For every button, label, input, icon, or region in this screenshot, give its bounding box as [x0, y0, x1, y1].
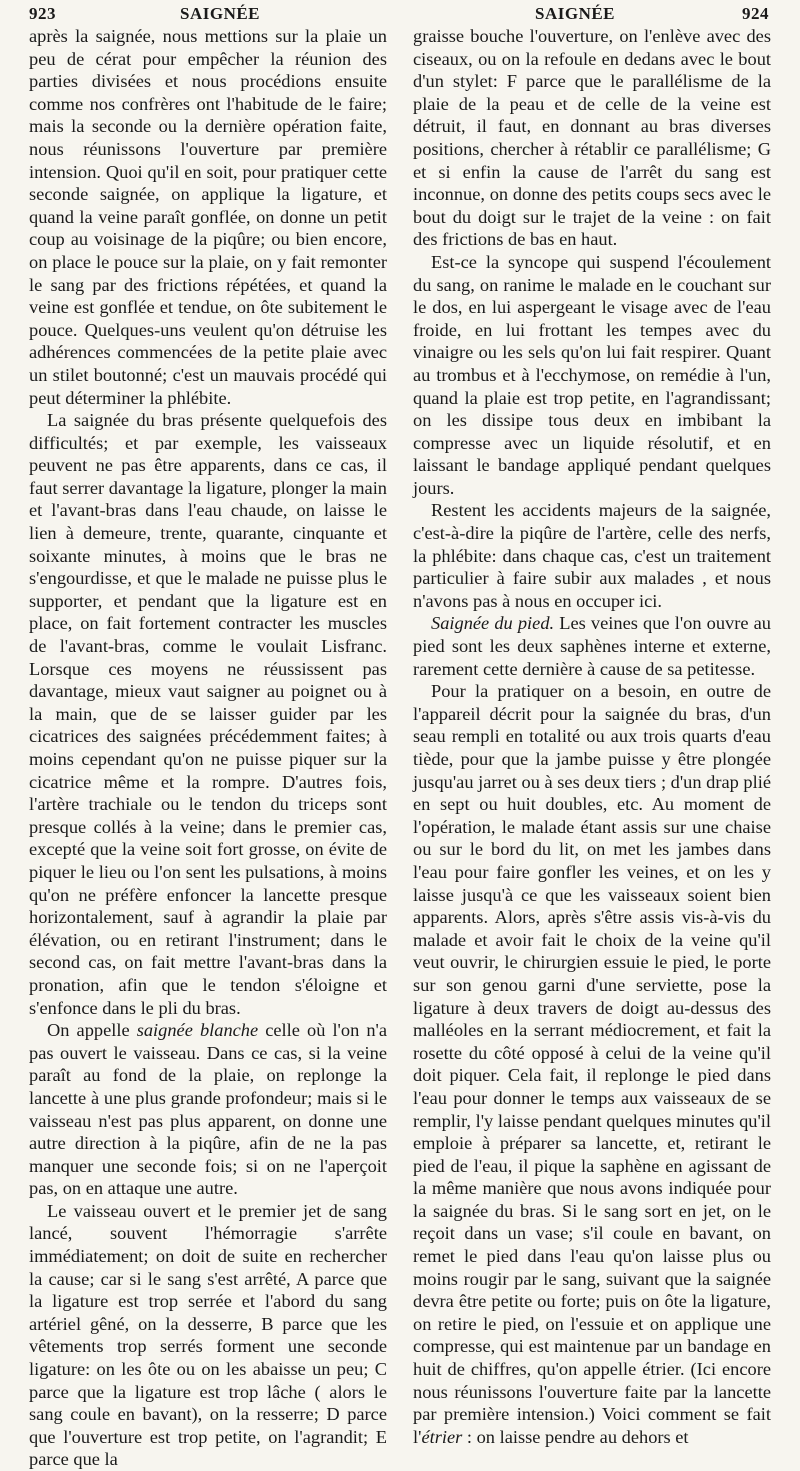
paragraph: On appelle saignée blanche celle où l'on n'a pas ouvert le vaisseau. Dans ce cas, si la veine paraît au fond de la plaie, on replonge la lancette à une plus grande profondeur; mais si le vaisseau n'est pas plus apparent, on donne une autre direction à la piqûre, afin de ne la pas manquer une seconde fois; si on ne l'aperçoit pas, on en attaque une autre.: [29, 1020, 387, 1199]
section-heading-saignee-du-pied: Saignée du pied.: [431, 613, 555, 634]
left-column: [29, 25, 387, 1471]
left-running-title: SAIGNÉE: [180, 4, 261, 23]
term-etrier: étrier: [421, 1426, 463, 1447]
paragraph: graisse bouche l'ouverture, on l'enlève avec des ciseaux, ou on la refoule en dedans avec le bout d'un stylet: F parce que le parallélisme de la plaie de la peau et de celle de la veine est détruit, il faut, en donnant au bras diverses positions, chercher à rétablir ce parallélisme; G et si enfin la cause de l'arrêt du sang est inconnue, on donne des petits coups secs avec le bout du doigt sur le trajet de la veine : on fait des frictions de bas en haut.: [413, 26, 771, 250]
paragraph: après la saignée, nous mettions sur la plaie un peu de cérat pour empêcher la réunion des parties divisées et nous procédions ensuite comme nos confrères ont l'habitude de le faire; mais la seconde ou la dernière opération faite, nous réunissons l'ouverture par première intension. Quoi qu'il en soit, pour pratiquer cette seconde saignée, on applique la ligature, et quand la veine paraît gonflée, on donne un petit coup au voisinage de la piqûre; ou bien encore, on place le pouce sur la plaie, on y fait remonter le sang par des frictions répétées, et quand la veine est gonflée et tendue, on ôte subitement le pouce. Quelques-uns veulent qu'on détruise les adhérences commencées de la petite plaie avec un stilet boutonné; c'est un mauvais procédé qui peut déterminer la phlébite.: [29, 26, 387, 408]
paragraph: Restent les accidents majeurs de la saignée, c'est-à-dire la piqûre de l'artère, celle des nerfs, la phlébite: dans chaque cas, c'est un traitement particulier à faire subir aux malades , et nous n'avons pas à nous en occuper ici.: [413, 500, 771, 611]
right-page-number: 924: [742, 4, 769, 23]
paragraph: Est-ce la syncope qui suspend l'écoulement du sang, on ranime le malade en le couchant sur le dos, en lui aspergeant le visage avec de l'eau froide, en lui frottant les tempes avec du vinaigre ou les sels qu'on lui fait respirer. Quant au trombus et à l'ecchymose, on remédie à l'un, quand la plaie est trop petite, en l'agrandissant; on les dissipe tous deux en imbibant la compresse avec un liquide résolutif, et en laissant le bandage appliqué pendant quelques jours.: [413, 251, 771, 498]
left-page-number: 923: [29, 4, 56, 23]
paragraph: La saignée du bras présente quelquefois des difficultés; et par exemple, les vaisseaux peuvent ne pas être apparents, dans ce cas, il faut serrer davantage la ligature, plonger la main et l'avant-bras dans l'eau chaude, on laisse le lien à demeure, trente, quarante, cinquante et soixante minutes, à moins que le bras ne s'engourdisse, et que le malade ne puisse plus le supporter, et pendant que la ligature est en place, on fait fortement contracter les muscles de l'avant-bras, comme le voulait Lisfranc. Lorsque ces moyens ne réussissent pas davantage, mieux vaut saigner au poignet ou à la main, que de se laisser guider par les cicatrices des saignées précédemment faites; à moins cependant qu'on ne puisse piquer sur la cicatrice même et la rompre. D'autres fois, l'artère trachiale ou le tendon du triceps sont presque collés à la veine; dans le premier cas, excepté que la veine soit fort grosse, on évite de piquer le lieu ou l'on sent les pulsations, à moins qu'on ne préfère enfoncer la lancette presque horizontalement, sauf à agrandir la plaie par élévation, ou en retirant l'instrument; dans le second cas, on fait mettre l'avant-bras dans la pronation, afin que le tendon s'éloigne et s'enfonce dans le pli du bras.: [29, 410, 387, 1018]
paragraph: Le vaisseau ouvert et le premier jet de sang lancé, souvent l'hémorragie s'arrête immédiatement; on doit de suite en rechercher la cause; car si le sang s'est arrêté, A parce que la ligature est trop serrée et l'abord du sang artériel gêné, on la desserre, B parce que les vêtements trop serrés forment une seconde ligature: on les ôte ou on les abaisse un peu; C parce que la ligature est trop lâche ( alors le sang coule en bavant), on la resserre; D parce que l'ouverture est trop petite, on l'agrandit; E parce que la: [29, 1200, 387, 1470]
term-saignee-blanche: saignée blanche: [136, 1020, 259, 1041]
right-running-title: SAIGNÉE: [535, 4, 616, 23]
paragraph: Pour la pratiquer on a besoin, en outre de l'appareil décrit pour la saignée du bras, d'un seau rempli en totalité ou aux trois quarts d'eau tiède, pour que la jambe puisse y être plongée jusqu'au jarret ou à ses deux tiers ; d'un drap plié en sept ou huit doubles, etc. Au moment de l'opération, le malade étant assis sur une chaise ou sur le bord du lit, on met les jambes dans l'eau pour faire gonfler les veines, et on les y laisse jusqu'à ce que les vaisseaux soient bien apparents. Alors, après s'être assis vis-à-vis du malade et avoir fait le choix de la veine qu'il veut ouvrir, le chirurgien essuie le pied, le porte sur son genou garni d'une serviette, pose la ligature à deux travers de doigt au-dessus des malléoles en la serrant médiocrement, et fait la rosette du côté opposé à celui de la veine qu'il doit piquer. Cela fait, il replonge le pied dans l'eau pour donner le temps aux vaisseaux de se remplir, l'y laisse pendant quelques minutes qu'il emploie à préparer sa lancette, et, retirant le pied de l'eau, il pique la saphène en agissant de la même manière que nous avons indiquée pour la saignée du bras. Si le sang sort en jet, on le reçoit dans un vase; s'il coule en bavant, on remet le pied dans l'eau qu'on laisse plus ou moins rougir par le sang, suivant que la saignée devra être petite ou forte; puis on ôte la ligature, on retire le pied, on l'essuie et on applique une compresse, qui est maintenue par un bandage en huit de chiffres, qu'on appelle étrier. (Ici encore nous réunissons l'ouverture faite par la lancette par première intension.) Voici comment se fait l'étrier : on laisse pendre au dehors et: [413, 681, 771, 1447]
paragraph: Saignée du pied. Les veines que l'on ouvre au pied sont les deux saphènes interne et externe, rarement cette dernière à cause de sa petitesse.: [413, 613, 771, 679]
right-column: [413, 25, 771, 1448]
